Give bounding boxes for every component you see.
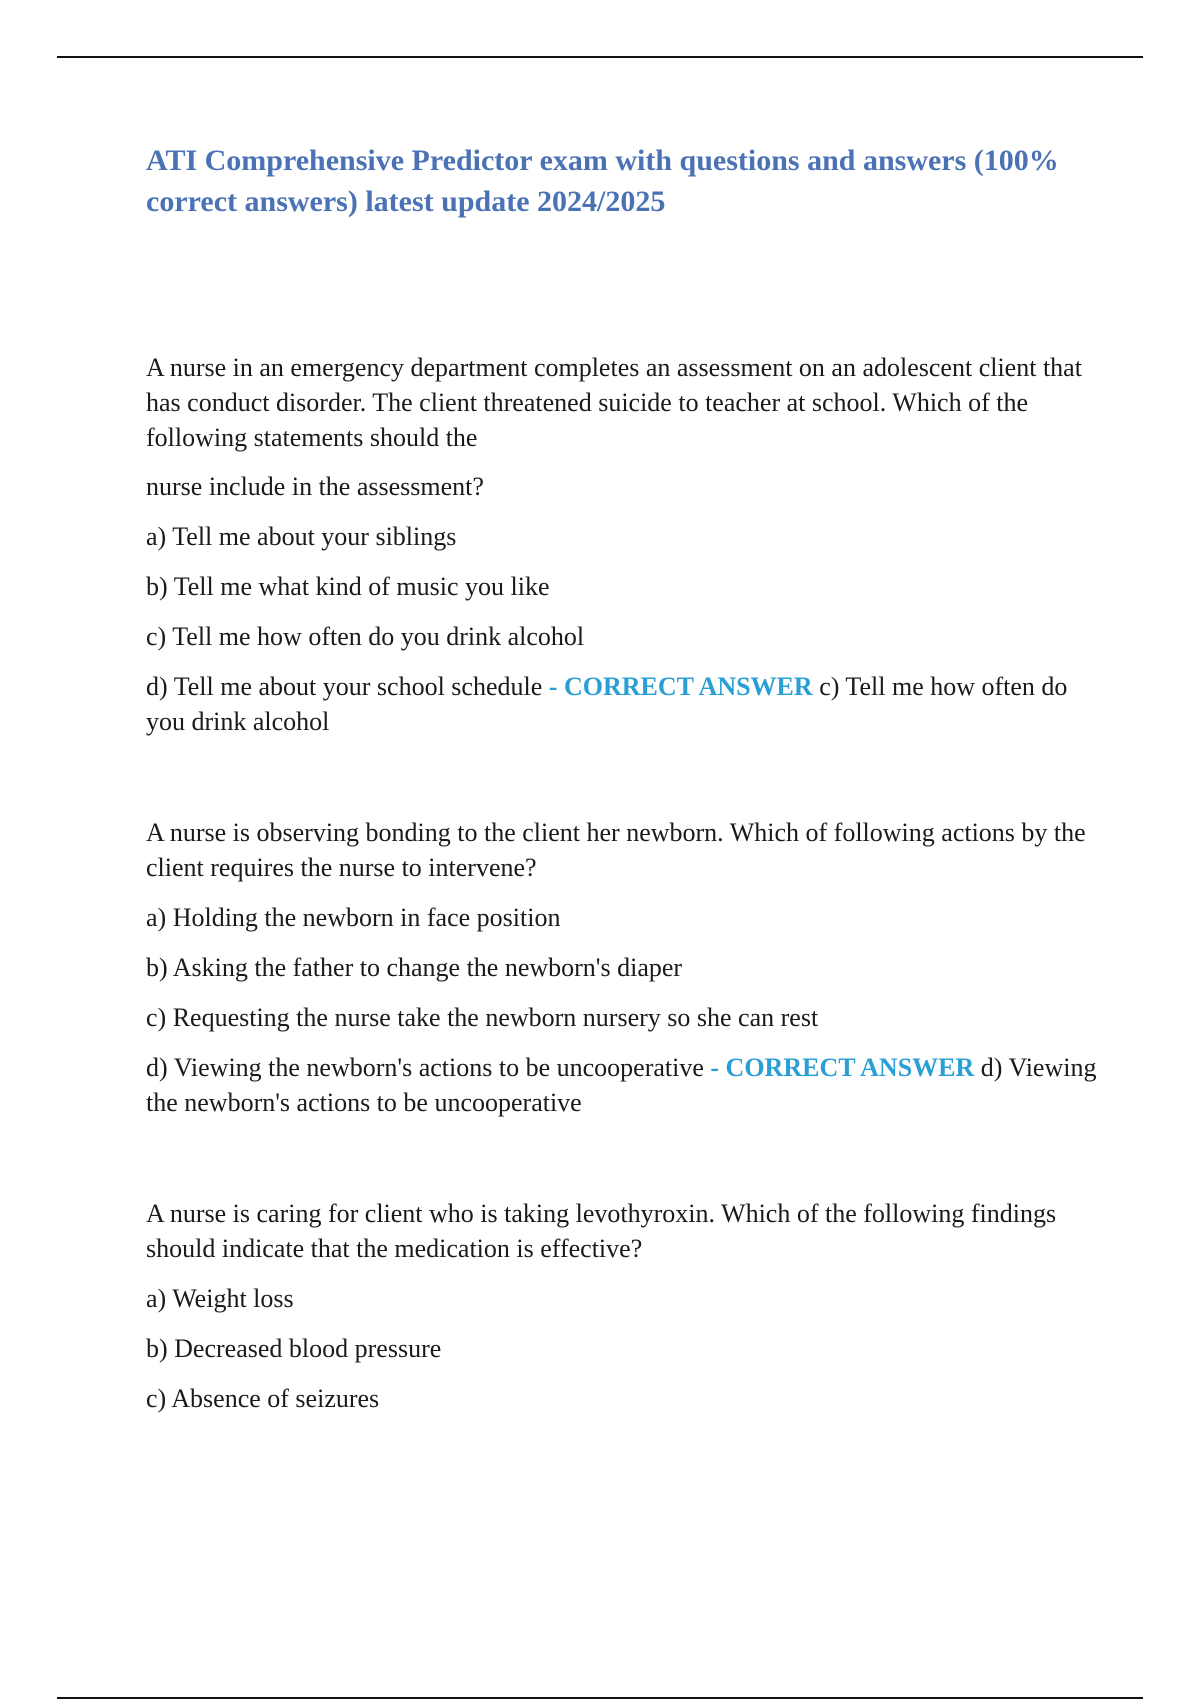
- option-a: a) Tell me about your siblings: [146, 522, 457, 551]
- question-1: [146, 350, 1106, 739]
- option-d-with-answer: [146, 669, 1106, 739]
- question-3: [146, 1196, 1106, 1416]
- option-c: c) Tell me how often do you drink alcohol: [146, 622, 585, 651]
- header-rule: [57, 56, 1143, 58]
- question-stem: A nurse is observing bonding to the client her newborn. Which of following actions by the client requires the nurse to intervene?: [146, 818, 1086, 882]
- option-c: c) Absence of seizures: [146, 1384, 380, 1413]
- document-title: ATI Comprehensive Predictor exam with questions and answers (100% correct answers) latest update 2024/2025: [146, 144, 1059, 218]
- correct-answer-marker: - CORRECT ANSWER: [548, 672, 813, 701]
- option-d: d) Tell me about your school schedule: [146, 672, 543, 701]
- document-body: [146, 140, 1106, 1416]
- question-stem-continued: nurse include in the assessment?: [146, 472, 484, 501]
- option-c: c) Requesting the nurse take the newborn nursery so she can rest: [146, 1003, 819, 1032]
- option-b: b) Tell me what kind of music you like: [146, 572, 550, 601]
- option-d-with-answer: [146, 1050, 1106, 1120]
- option-a: a) Holding the newborn in face position: [146, 903, 561, 932]
- option-d: d) Viewing the newborn's actions to be uncooperative: [146, 1053, 704, 1082]
- question-stem: A nurse in an emergency department completes an assessment on an adolescent client that has conduct disorder. The client threatened suicide to teacher at school. Which of the following statements should the: [146, 353, 1082, 452]
- option-b: b) Decreased blood pressure: [146, 1334, 442, 1363]
- question-2: [146, 815, 1106, 1120]
- footer-rule: [57, 1697, 1143, 1699]
- question-stem: A nurse is caring for client who is taking levothyroxin. Which of the following findings should indicate that the medication is effective?: [146, 1199, 1057, 1263]
- correct-answer-text: c) Tell me how often do you drink alcohol: [146, 672, 1068, 736]
- option-a: a) Weight loss: [146, 1284, 294, 1313]
- correct-answer-marker: - CORRECT ANSWER: [710, 1053, 975, 1082]
- option-b: b) Asking the father to change the newborn's diaper: [146, 953, 683, 982]
- correct-answer-text: d) Viewing the newborn's actions to be uncooperative: [146, 1053, 1097, 1117]
